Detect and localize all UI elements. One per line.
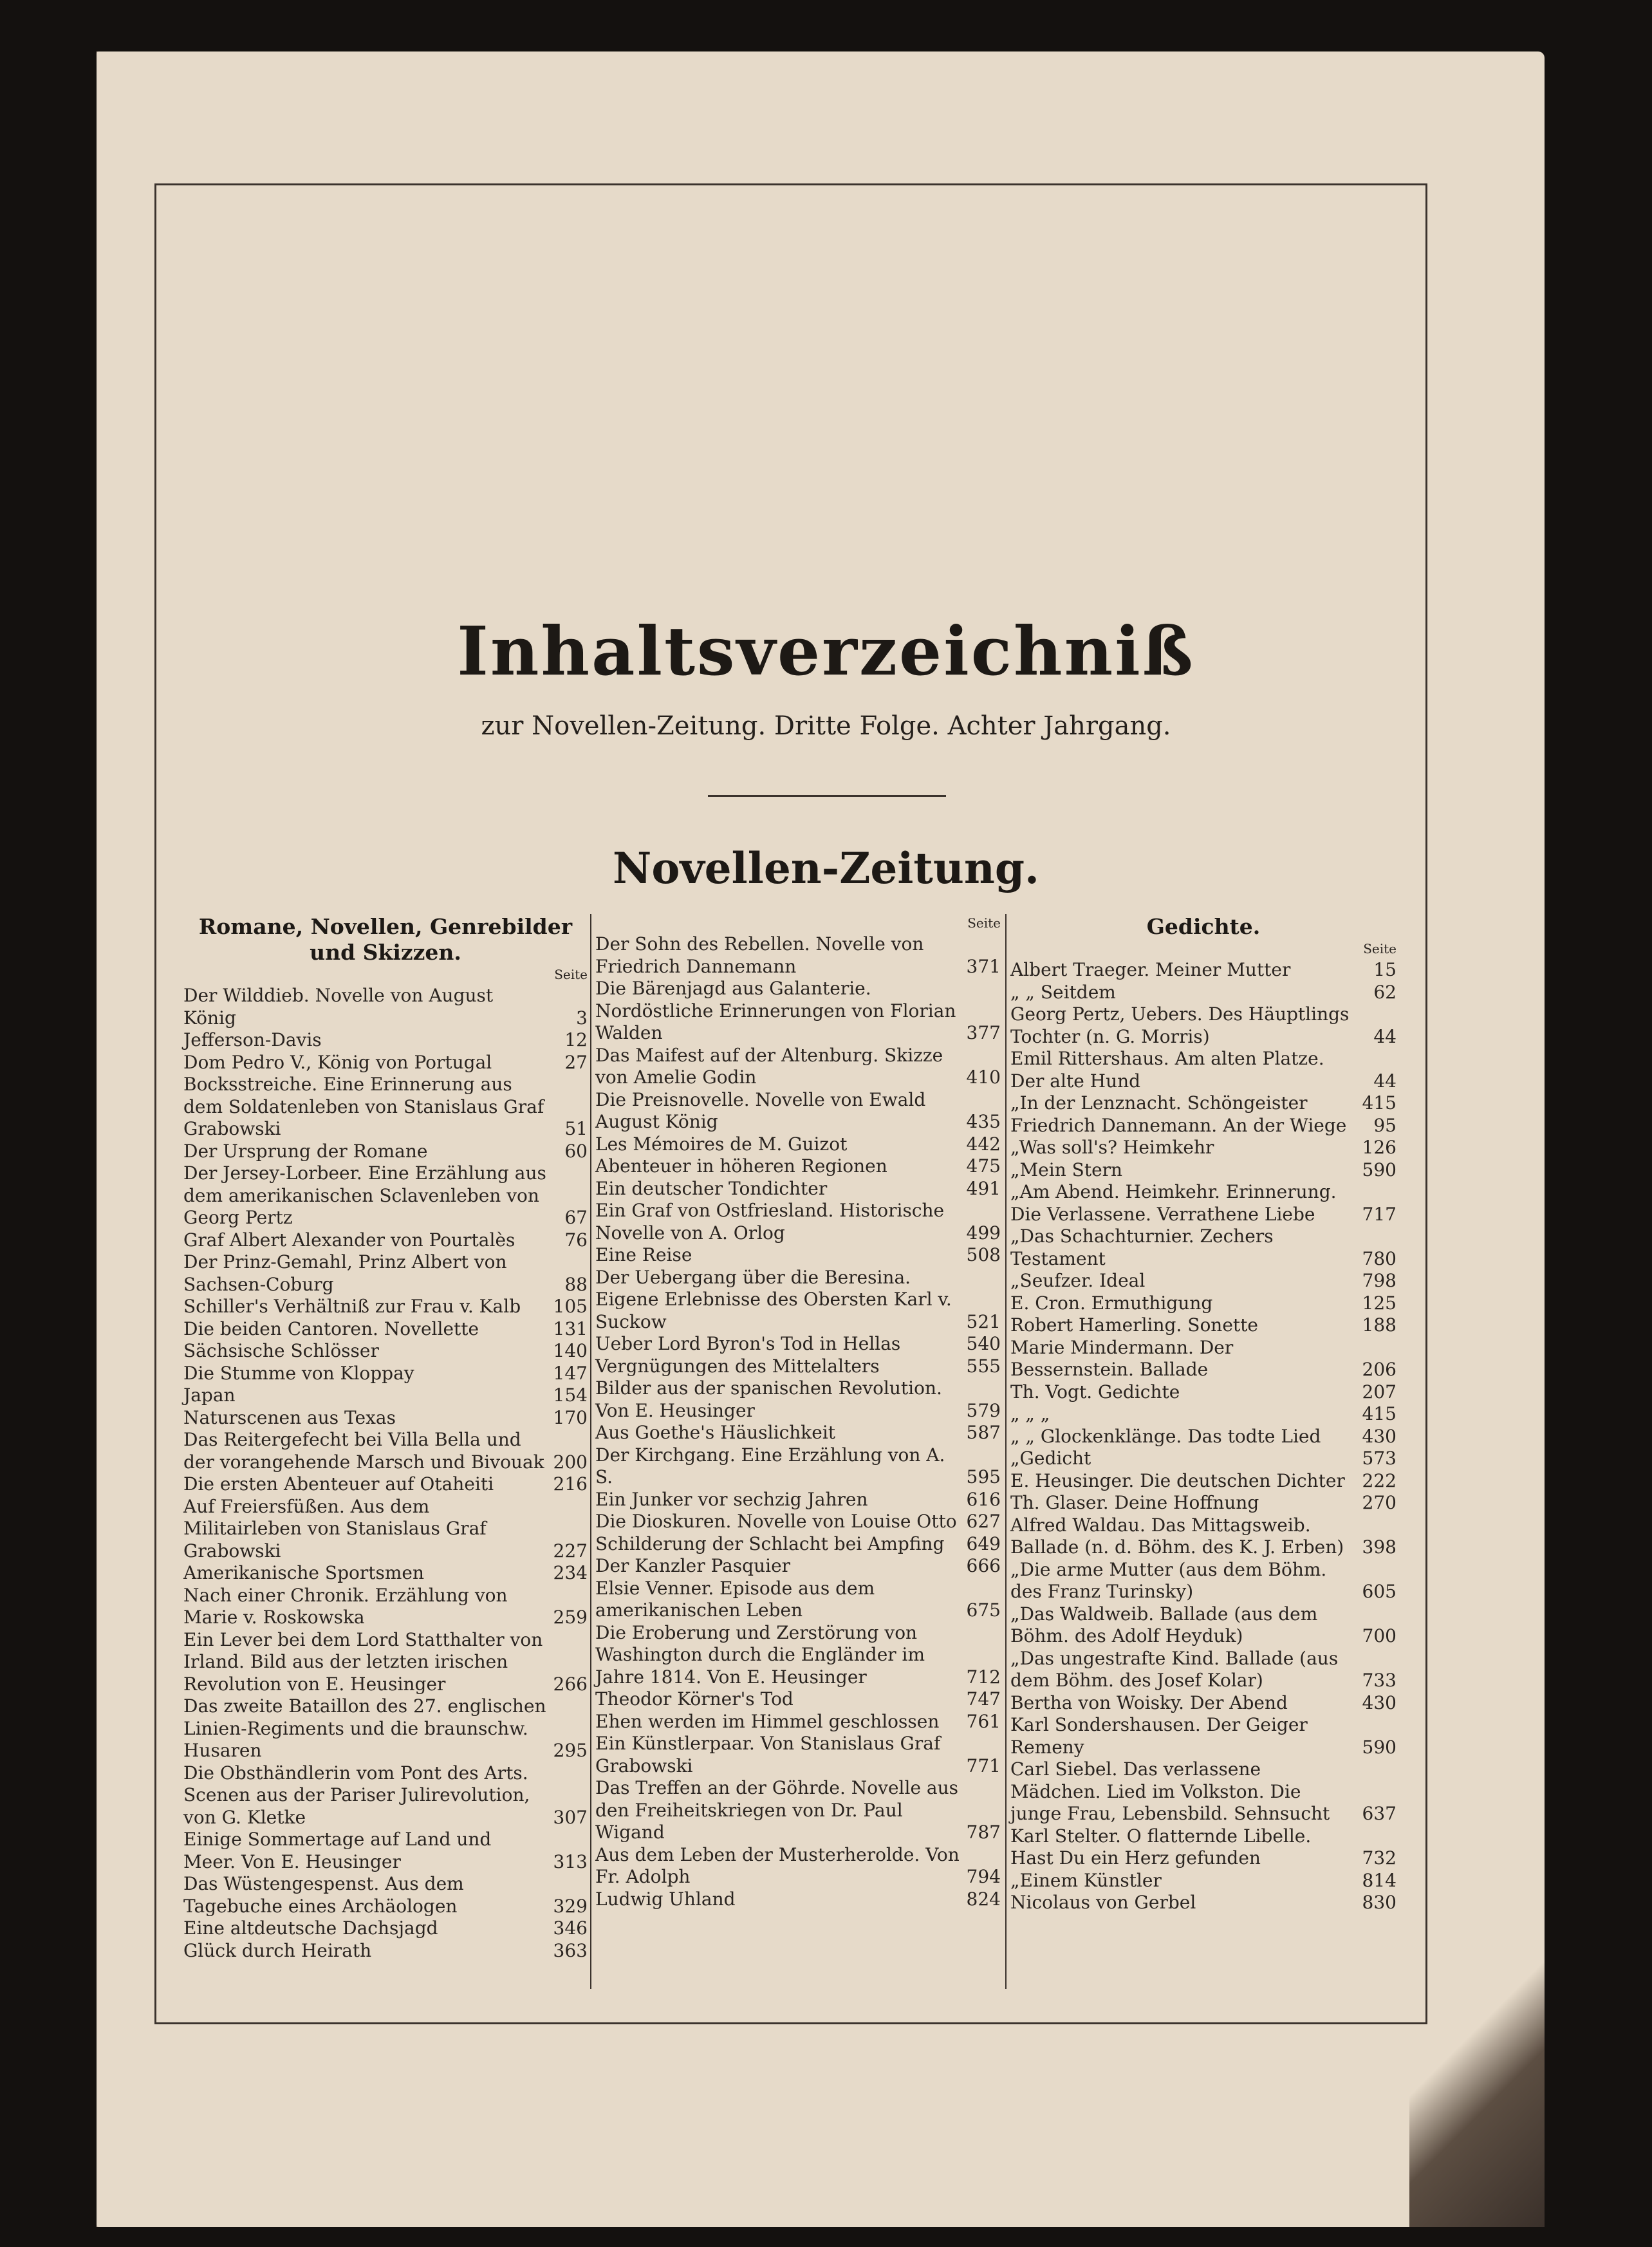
toc-entry-title: Friedrich Dannemann. An der Wiege [1010,1114,1347,1136]
toc-entry [595,1133,1001,1156]
toc-entry [183,1251,588,1296]
toc-entry-page: 733 [1362,1670,1397,1691]
toc-column-novellen-continued [595,914,1001,2008]
toc-entry-page: 313 [553,1851,588,1872]
toc-entry-title: „Mein Stern [1010,1159,1123,1180]
toc-entry-page: 717 [1362,1203,1397,1225]
toc-entry-title: „ „ „ [1010,1403,1050,1424]
toc-column-novellen [183,914,588,2008]
toc-entry-page: 442 [966,1133,1001,1155]
toc-entry [1010,1892,1397,1914]
toc-entry-page: 227 [553,1540,588,1562]
toc-entry [595,1244,1001,1267]
toc-entry-page: 732 [1362,1847,1397,1869]
toc-entry-title: Glück durch Heirath [183,1939,372,1961]
toc-entry-page: 76 [564,1229,588,1251]
toc-entry-title: Die Preisnovelle. Novelle von Ewald August König [595,1088,926,1132]
toc-entry-page: 410 [966,1067,1001,1088]
toc-entry-page: 15 [1373,959,1397,980]
toc-entry [183,1629,588,1696]
toc-entry-title: „In der Lenznacht. Schöngeister [1010,1092,1308,1114]
toc-entry-page: 605 [1362,1581,1397,1602]
toc-entry-title: Ueber Lord Byron's Tod in Hellas [595,1333,901,1354]
toc-entry-page: 595 [966,1466,1001,1487]
toc-entry-title: Theodor Körner's Tod [595,1688,794,1710]
toc-entry [1010,1559,1397,1603]
toc-entry-title: Eine Reise [595,1244,692,1265]
toc-entry-page: 44 [1373,1025,1397,1047]
toc-entry [183,1917,588,1940]
toc-entry-page: 67 [564,1207,588,1228]
toc-entry [183,1496,588,1563]
seite-label: Seite [1363,941,1397,956]
toc-entry-title: Bocksstreiche. Eine Erinnerung aus dem Soldatenleben von Stanislaus Graf Grabowski [183,1074,544,1139]
toc-entry-title: Das Wüstengespenst. Aus dem Tagebuche eines Archäologen [183,1873,464,1917]
toc-entry-title: „Das ungestrafte Kind. Ballade (aus dem Böhm. des Josef Kolar) [1010,1647,1339,1691]
toc-entry [595,1267,1001,1334]
toc-entry-title: Das zweite Bataillon des 27. englischen Linien-Regiments und die braunschw. Husaren [183,1695,546,1761]
toc-entry-page: 666 [966,1555,1001,1576]
toc-entry-title: Das Maifest auf der Altenburg. Skizze von Amelie Godin [595,1044,943,1088]
toc-entry [595,1777,1001,1844]
toc-entry-title: Die Obsthändlerin vom Pont des Arts. Scenen aus der Pariser Julirevolution, von G. Kletke [183,1762,530,1828]
toc-entry [1010,1337,1397,1381]
toc-entry-title: Das Reitergefecht bei Villa Bella und der vorangehende Marsch und Bivouak [183,1429,544,1473]
toc-entry-title: Ein Graf von Ostfriesland. Historische Novelle von A. Orlog [595,1200,945,1244]
toc-entry [183,1385,588,1407]
toc-entry-page: 712 [966,1666,1001,1688]
toc-entry-title: Aus Goethe's Häuslichkeit [595,1422,836,1443]
toc-entry [595,1688,1001,1711]
toc-entry-title: Georg Pertz, Uebers. Des Häuptlings Tochter (n. G. Morris) [1010,1003,1350,1047]
toc-entry [1010,1426,1397,1448]
toc-entry-page: 377 [966,1022,1001,1043]
toc-entry [1010,1003,1397,1048]
toc-entry-page: 188 [1362,1314,1397,1336]
toc-entry [595,1489,1001,1511]
toc-entry [595,1711,1001,1733]
toc-entry-page: 329 [553,1895,588,1917]
toc-entry [595,1155,1001,1178]
toc-entry [595,1844,1001,1888]
toc-entry-page: 521 [966,1310,1001,1332]
toc-entry [183,1407,588,1430]
toc-entry [595,1422,1001,1444]
toc-entry [183,1873,588,1917]
toc-entry-title: „Das Schachturnier. Zechers Testament [1010,1226,1274,1269]
toc-entry [595,1733,1001,1777]
toc-entry-page: 475 [966,1155,1001,1177]
toc-entry [595,1533,1001,1556]
toc-entry-page: 573 [1362,1448,1397,1469]
toc-entry-title: Robert Hamerling. Sonette [1010,1314,1258,1336]
toc-entry [595,1356,1001,1378]
toc-entry-title: Ludwig Uhland [595,1888,736,1910]
toc-entry [183,1296,588,1318]
toc-entry-page: 415 [1362,1092,1397,1114]
toc-entry-page: 170 [553,1406,588,1428]
column-divider [1005,914,1007,1989]
toc-entry-title: Marie Mindermann. Der Bessernstein. Ballade [1010,1336,1234,1380]
toc-entry [595,1045,1001,1089]
toc-entry-page: 627 [966,1511,1001,1532]
toc-entry-page: 44 [1373,1070,1397,1092]
toc-entry [1010,1492,1397,1515]
page-damage [1409,1918,1545,2227]
toc-entry [595,1333,1001,1356]
toc-entry-title: Die Bärenjagd aus Galanterie. Nordöstliche Erinnerungen von Florian Walden [595,978,956,1043]
toc-entry [183,1562,588,1585]
toc-entry-title: Emil Rittershaus. Am alten Platze. Der alte Hund [1010,1048,1324,1092]
toc-entry-title: „Am Abend. Heimkehr. Erinnerung. Die Verlassene. Verrathene Liebe [1010,1181,1337,1225]
toc-entry [183,1162,588,1229]
toc-entry-title: Les Mémoires de M. Guizot [595,1133,848,1155]
toc-entry-title: Das Treffen an der Göhrde. Novelle aus den Freiheitskriegen von Dr. Paul Wigand [595,1777,959,1843]
toc-entry-page: 307 [553,1806,588,1828]
toc-entry-page: 126 [1362,1137,1397,1158]
toc-entry [595,1200,1001,1244]
toc-entry-page: 590 [1362,1159,1397,1180]
toc-entry [183,1762,588,1829]
toc-entry-title: Nach einer Chronik. Erzählung von Marie v. Roskowska [183,1584,508,1628]
toc-entry-page: 771 [966,1755,1001,1776]
toc-entry [1010,1226,1397,1270]
toc-entry [1010,1870,1397,1892]
toc-entry-page: 761 [966,1710,1001,1732]
column-divider [590,914,591,1989]
toc-entry-page: 234 [553,1562,588,1583]
toc-entry [183,1695,588,1762]
toc-entry-page: 131 [553,1318,588,1339]
toc-entry-title: Die Dioskuren. Novelle von Louise Otto [595,1511,957,1532]
toc-entry-title: Der Prinz-Gemahl, Prinz Albert von Sachsen-Coburg [183,1251,507,1295]
toc-entry [183,1340,588,1363]
toc-entry [1010,1159,1397,1182]
toc-entry-page: 649 [966,1533,1001,1554]
toc-entry-title: Carl Siebel. Das verlassene Mädchen. Lied im Volkston. Die junge Frau, Lebensbild. Sehnsucht [1010,1758,1330,1824]
toc-entry [1010,1092,1397,1115]
toc-entry-title: Bilder aus der spanischen Revolution. Von E. Heusinger [595,1377,942,1421]
toc-entry-page: 3 [576,1007,588,1029]
toc-entry-title: Die ersten Abenteuer auf Otaheiti [183,1473,494,1495]
toc-entry-title: Abenteuer in höheren Regionen [595,1155,887,1177]
toc-entry [1010,982,1397,1004]
toc-entry [1010,1292,1397,1315]
toc-entry [1010,1403,1397,1426]
toc-entry-title: Der Kanzler Pasquier [595,1555,791,1576]
toc-entry-title: Sächsische Schlösser [183,1340,379,1361]
toc-entry [1010,1648,1397,1692]
toc-entry-page: 830 [1362,1892,1397,1913]
page-subtitle: zur Novellen-Zeitung. Dritte Folge. Achter Jahrgang. [481,711,1171,741]
column-heading: Romane, Novellen, Genrebilder und Skizzen. [198,914,573,965]
toc-entry-title: Elsie Venner. Episode aus dem amerikanischen Leben [595,1577,875,1621]
toc-entry-page: 216 [553,1473,588,1495]
toc-entry [1010,1137,1397,1159]
toc-entry-title: Alfred Waldau. Das Mittagsweib. Ballade (n. d. Böhm. des K. J. Erben) [1010,1514,1344,1558]
toc-entry [1010,1603,1397,1648]
toc-entry-page: 105 [553,1296,588,1317]
toc-entry [1010,959,1397,982]
toc-entry [595,1622,1001,1689]
toc-entry [1010,1048,1397,1092]
toc-entry [183,1318,588,1341]
toc-entry [1010,1270,1397,1292]
toc-entry [183,1363,588,1385]
toc-entry-page: 798 [1362,1270,1397,1291]
seite-label: Seite [967,915,1001,931]
toc-entry-title: Die Stumme von Kloppay [183,1362,414,1384]
toc-entry [183,1229,588,1252]
toc-entry-title: Die Eroberung und Zerstörung von Washington durch die Engländer im Jahre 1814. Von E. Heusinger [595,1621,925,1688]
toc-entry-title: Der Wilddieb. Novelle von August König [183,985,494,1029]
toc-entry [595,1089,1001,1133]
toc-entry-page: 824 [966,1888,1001,1910]
toc-entry [1010,1692,1397,1715]
toc-entry-title: Ein Junker vor sechzig Jahren [595,1488,868,1510]
toc-entry-title: Der Kirchgang. Eine Erzählung von A. S. [595,1444,945,1487]
toc-entry-page: 259 [553,1607,588,1628]
toc-entry-page: 780 [1362,1247,1397,1269]
toc-entry-page: 222 [1362,1469,1397,1491]
toc-entry-page: 787 [966,1822,1001,1843]
toc-entry-title: Ein deutscher Tondichter [595,1177,828,1199]
toc-entry-page: 371 [966,955,1001,977]
toc-entry-title: Ein Künstlerpaar. Von Stanislaus Graf Grabowski [595,1733,941,1776]
toc-entry-page: 363 [553,1939,588,1961]
toc-entry-title: Einige Sommertage auf Land und Meer. Von E. Heusinger [183,1829,492,1872]
toc-entry-page: 675 [966,1599,1001,1621]
toc-entry-title: Ein Lever bei dem Lord Statthalter von Irland. Bild aus der letzten irischen Revolution von E. Heusinger [183,1628,543,1695]
toc-entry-page: 200 [553,1451,588,1473]
toc-entry-title: Schilderung der Schlacht bei Ampfing [595,1533,945,1554]
toc-entry-page: 491 [966,1177,1001,1199]
toc-entry [183,1029,588,1052]
toc-entry [595,1555,1001,1578]
page-title: Inhaltsverzeichniß [457,611,1195,691]
toc-entry [183,985,588,1029]
toc-entry-page: 700 [1362,1625,1397,1646]
toc-entry [183,1429,588,1473]
toc-entry [595,1178,1001,1200]
toc-entry [183,1585,588,1629]
toc-entry-page: 398 [1362,1536,1397,1558]
toc-entry [1010,1515,1397,1559]
toc-entry-page: 430 [1362,1692,1397,1713]
toc-entry-page: 499 [966,1222,1001,1244]
toc-entry [1010,1115,1397,1137]
toc-entry [1010,1825,1397,1870]
toc-entry-title: „Was soll's? Heimkehr [1010,1137,1214,1158]
toc-entry-page: 616 [966,1488,1001,1510]
toc-entry-page: 508 [966,1244,1001,1265]
toc-entry-title: E. Heusinger. Die deutschen Dichter [1010,1469,1345,1491]
toc-entry [1010,1758,1397,1825]
toc-entry-title: Der Uebergang über die Beresina. Eigene Erlebnisse des Obersten Karl v. Suckow [595,1266,952,1332]
toc-entry-title: Jefferson-Davis [183,1029,322,1050]
toc-entry-title: Schiller's Verhältniß zur Frau v. Kalb [183,1296,521,1317]
toc-entry-title: Die beiden Cantoren. Novellette [183,1318,479,1339]
toc-entry-title: Aus dem Leben der Musterherolde. Von Fr. Adolph [595,1843,960,1887]
toc-entry-title: Der Jersey-Lorbeer. Eine Erzählung aus dem amerikanischen Sclavenleben von Georg Pertz [183,1162,546,1228]
toc-entry-title: Th. Glaser. Deine Hoffnung [1010,1492,1259,1513]
toc-entry [595,1888,1001,1911]
toc-entry-page: 637 [1362,1803,1397,1824]
toc-entry [1010,1448,1397,1470]
toc-entry-title: „Seufzer. Ideal [1010,1270,1146,1291]
toc-entry-page: 206 [1362,1359,1397,1380]
toc-entry-page: 207 [1362,1381,1397,1403]
toc-entry-title: „ „ Glockenklänge. Das todte Lied [1010,1425,1321,1447]
toc-entry-page: 266 [553,1673,588,1695]
toc-entry-title: Karl Stelter. O flatternde Libelle. Hast Du ein Herz gefunden [1010,1825,1312,1869]
toc-entry-page: 60 [564,1140,588,1162]
toc-entry-page: 295 [553,1740,588,1761]
toc-entry [1010,1714,1397,1758]
toc-entry-title: Eine altdeutsche Dachsjagd [183,1917,438,1939]
toc-entry-page: 27 [564,1051,588,1073]
toc-entry-title: Karl Sondershausen. Der Geiger Remeny [1010,1714,1308,1758]
toc-entry [595,933,1001,978]
toc-entry [1010,1314,1397,1337]
toc-entry-title: Ehen werden im Himmel geschlossen [595,1710,940,1732]
toc-entry-title: Th. Vogt. Gedichte [1010,1381,1180,1403]
toc-entry-title: Albert Traeger. Meiner Mutter [1010,959,1291,980]
toc-entry-title: „ „ Seitdem [1010,981,1116,1003]
divider [708,795,946,797]
toc-entry-page: 587 [966,1422,1001,1443]
toc-entry-title: Dom Pedro V., König von Portugal [183,1051,492,1073]
toc-entry [183,1829,588,1873]
toc-entry [595,1578,1001,1622]
toc-entry [595,1444,1001,1489]
toc-entry-title: „Einem Künstler [1010,1869,1162,1891]
toc-entry-page: 12 [564,1029,588,1050]
toc-entry [595,1377,1001,1422]
toc-entry-title: Nicolaus von Gerbel [1010,1892,1196,1913]
toc-entry-title: „Gedicht [1010,1448,1091,1469]
toc-entry-title: E. Cron. Ermuthigung [1010,1292,1213,1314]
toc-entry-title: Amerikanische Sportsmen [183,1562,425,1583]
toc-entry [183,1473,588,1496]
toc-entry-page: 579 [966,1399,1001,1421]
toc-entry-title: Naturscenen aus Texas [183,1406,396,1428]
toc-entry-title: „Die arme Mutter (aus dem Böhm. des Franz Turinsky) [1010,1558,1327,1602]
toc-entry [1010,1181,1397,1226]
seite-label: Seite [554,967,588,982]
toc-entry-page: 415 [1362,1403,1397,1424]
toc-entry-page: 814 [1362,1869,1397,1891]
toc-entry [183,1940,588,1963]
toc-entry-title: Der Ursprung der Romane [183,1140,428,1162]
column-heading: Gedichte. [1146,914,1261,939]
toc-entry [1010,1470,1397,1493]
toc-entry-title: Auf Freiersfüßen. Aus dem Militairleben von Stanislaus Graf Grabowski [183,1495,487,1562]
toc-entry-title: „Das Waldweib. Ballade (aus dem Böhm. des Adolf Heyduk) [1010,1603,1318,1646]
toc-entry-title: Graf Albert Alexander von Pourtalès [183,1229,515,1251]
toc-entry [183,1052,588,1074]
toc-entry [595,978,1001,1045]
toc-entry-page: 62 [1373,981,1397,1003]
toc-entry-page: 747 [966,1688,1001,1710]
toc-entry [1010,1381,1397,1404]
toc-entry-page: 95 [1373,1114,1397,1136]
toc-entry-page: 590 [1362,1736,1397,1758]
toc-entry-page: 794 [966,1866,1001,1887]
toc-entry-page: 140 [553,1340,588,1361]
section-title: Novellen-Zeitung. [612,843,1040,893]
toc-entry-page: 346 [553,1917,588,1939]
toc-column-gedichte [1010,914,1397,2008]
toc-entry-page: 435 [966,1111,1001,1132]
toc-entry-title: Bertha von Woisky. Der Abend [1010,1692,1288,1713]
toc-entry-title: Der Sohn des Rebellen. Novelle von Friedrich Dannemann [595,933,924,977]
toc-entry-page: 88 [564,1273,588,1295]
toc-entry-title: Vergnügungen des Mittelalters [595,1355,880,1377]
toc-entry [183,1074,588,1141]
toc-entry-title: Japan [183,1385,236,1406]
toc-entry [595,1511,1001,1533]
toc-entry-page: 540 [966,1333,1001,1354]
toc-entry [183,1141,588,1163]
toc-entry-page: 51 [564,1118,588,1139]
toc-entry-page: 154 [553,1385,588,1406]
toc-entry-page: 555 [966,1355,1001,1377]
toc-entry-page: 270 [1362,1492,1397,1513]
toc-entry-page: 125 [1362,1292,1397,1314]
toc-entry-page: 430 [1362,1425,1397,1447]
toc-entry-page: 147 [553,1362,588,1384]
